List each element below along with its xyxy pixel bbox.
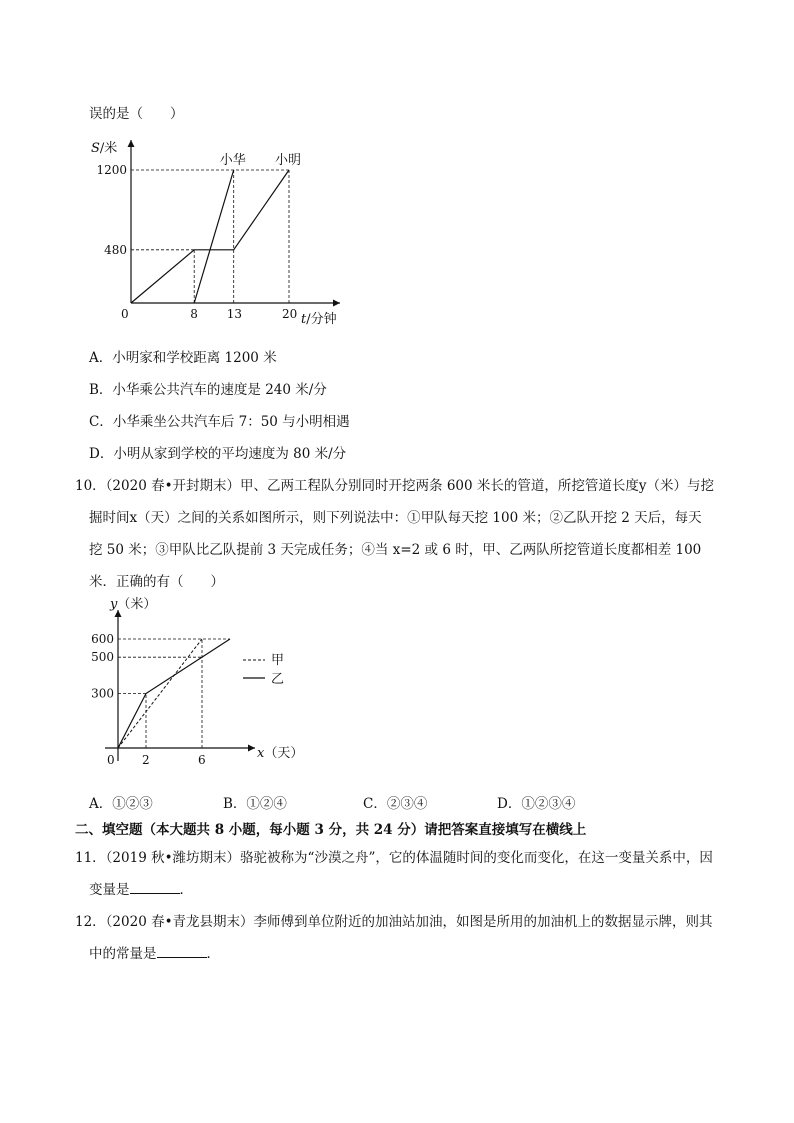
y-tick-label: 480 [104, 242, 127, 257]
series-line-1 [194, 170, 234, 303]
origin-label: 0 [121, 307, 129, 321]
x-tick-label: 20 [282, 307, 298, 321]
q10-option-d: D．①②③④ [497, 796, 576, 812]
x-tick-label: 13 [226, 307, 242, 321]
x-axis-label: x（天） [257, 746, 304, 761]
answer-blank[interactable] [130, 881, 180, 894]
x-axis-label: t/分钟 [301, 312, 337, 327]
legend-label-jia: 甲 [271, 653, 285, 668]
distance-time-chart [85, 130, 365, 330]
q9-stem-tail: 误的是（ ） [89, 106, 184, 122]
q10-option-b: B．①②④ [223, 796, 287, 812]
section-heading-fill-in: 二、填空题（本大题共 8 小题，每小题 3 分，共 24 分）请把答案直接填写在横线上 [75, 822, 587, 838]
q9-option-c: C．小华乘坐公共汽车后 7：50 与小明相遇 [89, 414, 350, 430]
x-tick-label: 8 [190, 307, 198, 321]
x-tick-label: 6 [198, 753, 206, 767]
q12-line-1: 12．（2020 春•青龙县期末）李师傅到单位附近的加油站加油，如图是所用的加油机上的数据显示牌，则其 [75, 914, 713, 930]
answer-blank[interactable] [157, 945, 207, 958]
y-axis-label: y（米） [110, 597, 157, 612]
y-axis-label: S/米 [91, 141, 118, 156]
origin-label: 0 [107, 753, 115, 767]
q10-line-4: 米．正确的有（ ） [89, 574, 224, 590]
q10-line-1: 10．（2020 春•开封期末）甲、乙两工程队分别同时开挖两条 600 米长的管道，所挖管道长度y（米）与挖 [75, 478, 715, 494]
q11-line-2: 变量是 ． [89, 882, 193, 898]
y-tick-label: 500 [91, 650, 114, 665]
q10-option-a: A．①②③ [89, 796, 153, 812]
x-tick-label: 2 [142, 753, 150, 767]
series-label-0: 小明 [275, 153, 302, 168]
q12-line-2: 中的常量是 ． [89, 946, 220, 962]
q10-option-c: C．②③④ [363, 796, 428, 812]
y-tick-label: 1200 [96, 163, 127, 177]
series-label-1: 小华 [219, 153, 246, 168]
excavation-chart [85, 596, 325, 776]
y-tick-label: 300 [91, 686, 114, 701]
y-tick-label: 600 [91, 632, 114, 646]
q9-option-b: B．小华乘公共汽车的速度是 240 米/分 [89, 382, 327, 398]
q10-line-3: 挖 50 米；③甲队比乙队提前 3 天完成任务；④当 x=2 或 6 时，甲、乙两队所挖管道长度都相差 100 [89, 542, 702, 558]
q9-option-d: D．小明从家到学校的平均速度为 80 米/分 [89, 446, 347, 462]
q10-line-2: 掘时间x（天）之间的关系如图所示，则下列说法中：①甲队每天挖 100 米；②乙队开挖 2 天后，每天 [89, 510, 702, 526]
legend-label-yi: 乙 [271, 672, 285, 687]
q11-line-1: 11．（2019 秋•潍坊期末）骆驼被称为“沙漠之舟”，它的体温随时间的变化而变化，在这一变量关系中，因 [75, 850, 713, 866]
series-line-0 [131, 170, 289, 303]
q9-option-a: A．小明家和学校距离 1200 米 [89, 350, 277, 366]
